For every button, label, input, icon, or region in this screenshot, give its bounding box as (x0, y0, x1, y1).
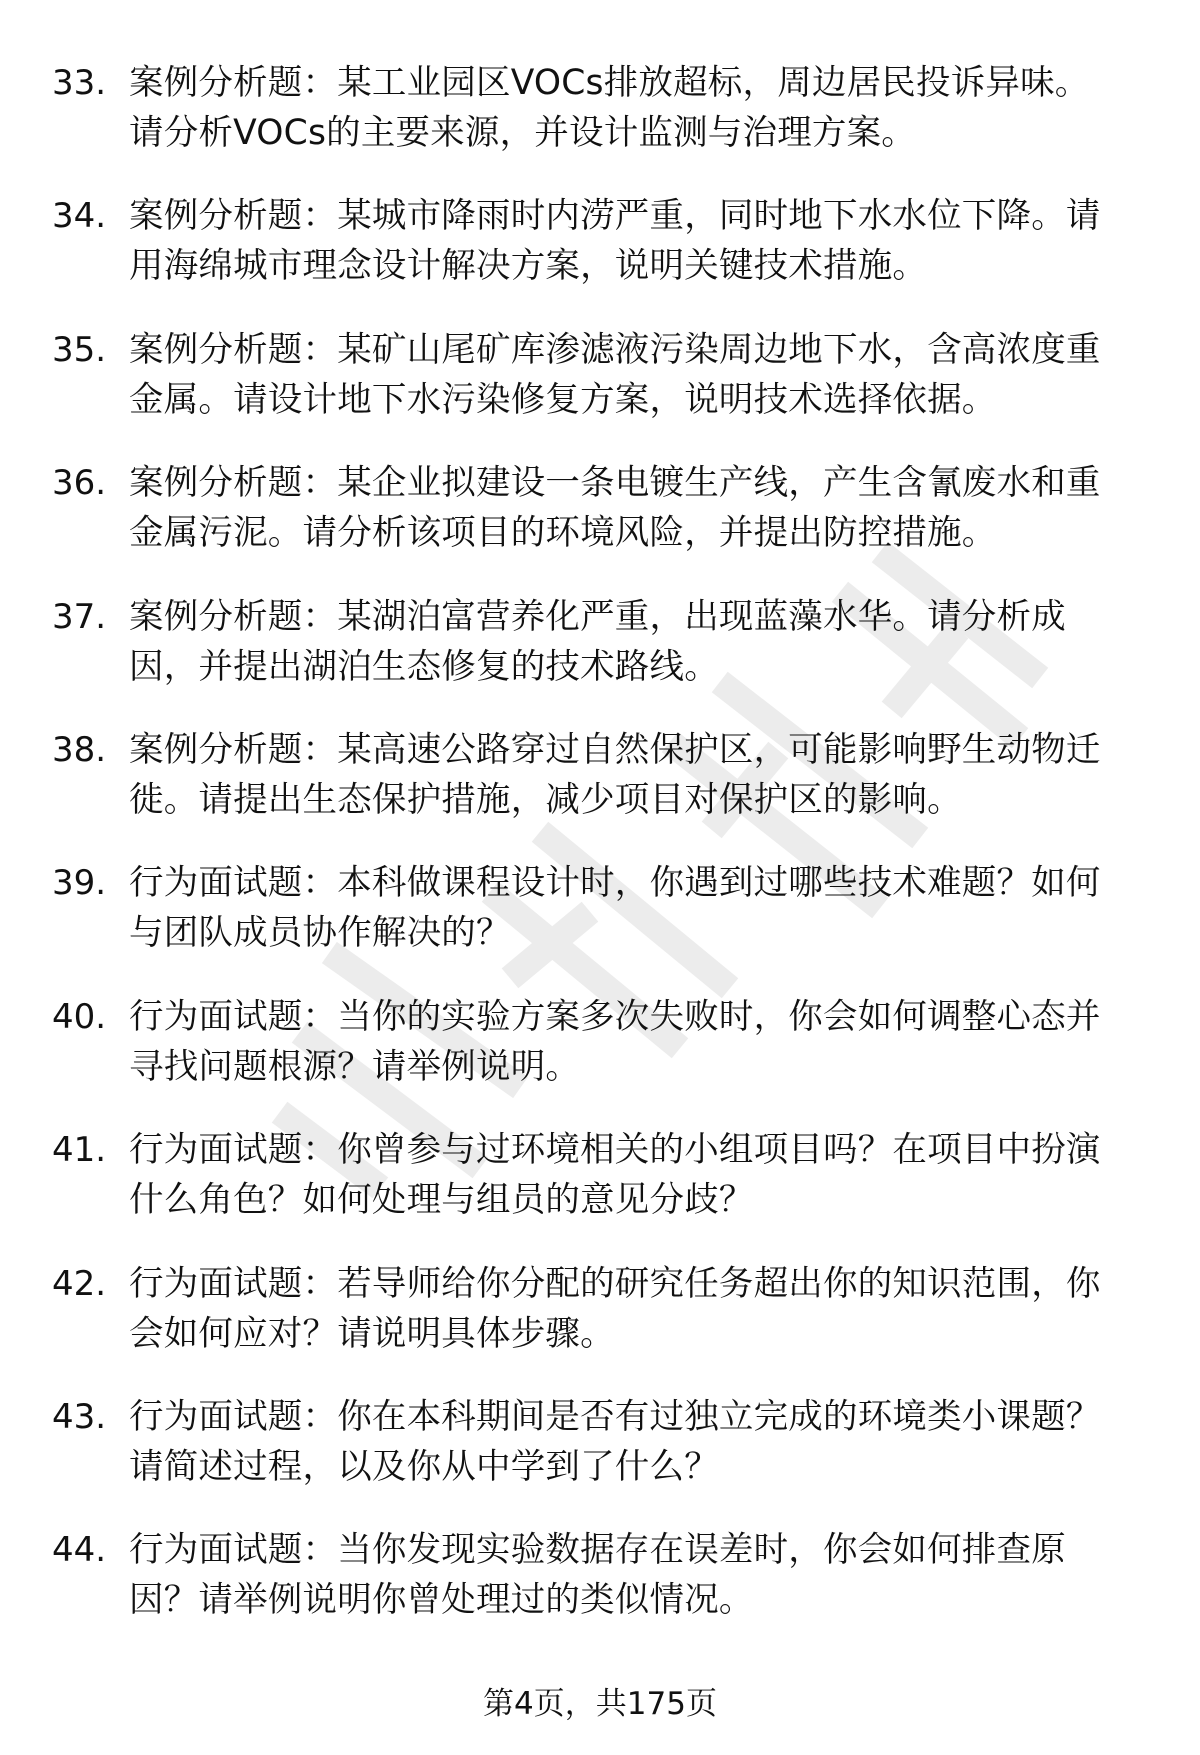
question-number: 41. (52, 1130, 107, 1171)
question-line: 案例分析题：某矿山尾矿库渗滤液污染周边地下水，含高浓度重 (129, 329, 1101, 370)
question-text (129, 992, 1129, 1092)
question-line: 请分析VOCs的主要来源，并设计监测与治理方案。 (129, 113, 917, 153)
question-text (129, 858, 1129, 958)
question-line: 金属污泥。请分析该项目的环境风险，并提出防控措施。 (129, 513, 997, 554)
question-line: 案例分析题：某企业拟建设一条电镀生产线，产生含氰废水和重 (129, 463, 1101, 504)
question-text (129, 58, 1129, 158)
question-text (129, 1392, 1129, 1492)
question-line: 行为面试题：当你的实验方案多次失败时，你会如何调整心态并 (129, 996, 1101, 1037)
question-line: 案例分析题：某高速公路穿过自然保护区，可能影响野生动物迁 (129, 729, 1101, 770)
question-item (52, 725, 1152, 831)
question-line: 请简述过程，以及你从中学到了什么？ (129, 1446, 719, 1487)
question-number: 37. (52, 596, 107, 637)
question-list (52, 58, 1152, 1659)
question-number: 44. (52, 1530, 107, 1571)
question-item (52, 1125, 1152, 1231)
question-text (129, 1525, 1129, 1625)
question-text (129, 458, 1129, 558)
question-line: 行为面试题：当你发现实验数据存在误差时，你会如何排查原 (129, 1530, 1066, 1571)
question-line: 案例分析题：某城市降雨时内涝严重，同时地下水水位下降。请 (129, 196, 1101, 237)
question-number: 43. (52, 1396, 107, 1437)
question-text (129, 592, 1129, 692)
question-line: 行为面试题：你曾参与过环境相关的小组项目吗？在项目中扮演 (129, 1130, 1101, 1171)
question-item (52, 1525, 1152, 1631)
question-number: 40. (52, 996, 107, 1037)
question-number: 42. (52, 1263, 107, 1304)
question-number: 35. (52, 329, 107, 370)
question-item (52, 191, 1152, 297)
question-text (129, 1259, 1129, 1359)
question-item (52, 458, 1152, 564)
page-footer: 第4页，共175页 (483, 1686, 717, 1722)
question-line: 案例分析题：某湖泊富营养化严重，出现蓝藻水华。请分析成 (129, 596, 1066, 637)
question-line: 寻找问题根源？请举例说明。 (129, 1046, 581, 1087)
question-number: 39. (52, 863, 107, 904)
question-line: 因？请举例说明你曾处理过的类似情况。 (129, 1580, 754, 1621)
question-line: 案例分析题：某工业园区VOCs排放超标，周边居民投诉异味。 (129, 63, 1090, 103)
question-text (129, 191, 1129, 291)
question-item (52, 1392, 1152, 1498)
question-item (52, 858, 1152, 964)
question-line: 徙。请提出生态保护措施，减少项目对保护区的影响。 (129, 779, 962, 820)
question-item (52, 1259, 1152, 1365)
question-line: 与团队成员协作解决的？ (129, 913, 511, 954)
question-line: 行为面试题：你在本科期间是否有过独立完成的环境类小课题？ (129, 1396, 1101, 1437)
question-number: 38. (52, 729, 107, 770)
question-text (129, 1125, 1129, 1225)
question-line: 因，并提出湖泊生态修复的技术路线。 (129, 646, 719, 687)
question-item (52, 325, 1152, 431)
question-item (52, 592, 1152, 698)
question-line: 行为面试题：若导师给你分配的研究任务超出你的知识范围，你 (129, 1263, 1101, 1304)
question-line: 会如何应对？请说明具体步骤。 (129, 1313, 615, 1354)
question-line: 行为面试题：本科做课程设计时，你遇到过哪些技术难题？如何 (129, 863, 1101, 904)
question-text (129, 725, 1129, 825)
question-line: 用海绵城市理念设计解决方案，说明关键技术措施。 (129, 246, 928, 287)
question-text (129, 325, 1129, 425)
question-line: 什么角色？如何处理与组员的意见分歧？ (129, 1180, 754, 1221)
question-number: 34. (52, 196, 107, 237)
question-item (52, 58, 1152, 164)
question-number: 36. (52, 463, 107, 504)
question-line: 金属。请设计地下水污染修复方案，说明技术选择依据。 (129, 379, 997, 420)
question-item (52, 992, 1152, 1098)
question-number: 33. (52, 63, 107, 103)
